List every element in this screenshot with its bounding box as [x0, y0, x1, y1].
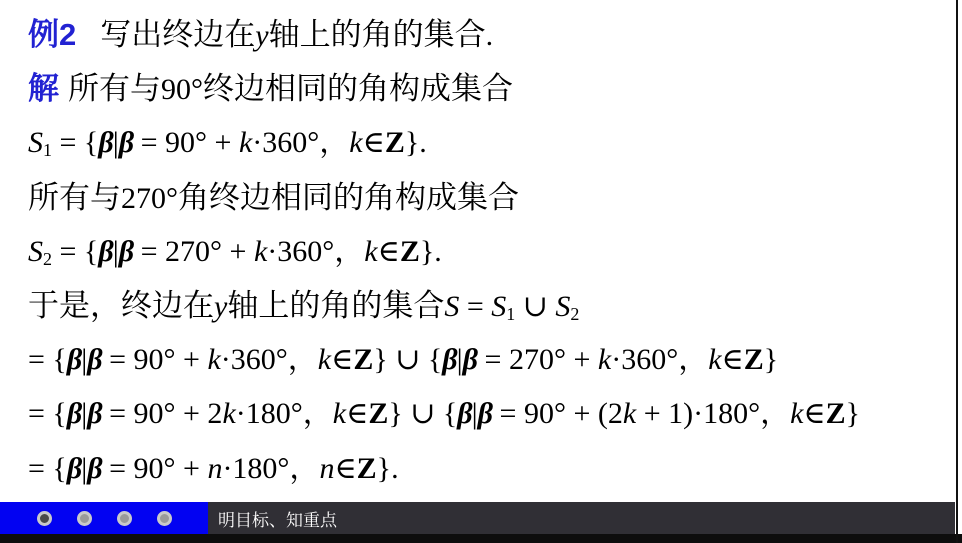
line-union-expansion-2	[28, 387, 958, 441]
text-segment: k	[238, 126, 253, 160]
text-segment: β	[442, 343, 457, 377]
text-segment: k	[364, 234, 378, 268]
text-segment: β	[66, 343, 82, 377]
text-segment: = {	[28, 397, 67, 431]
text-segment: 2	[570, 303, 580, 324]
text-segment: = 270° +	[133, 234, 254, 268]
nav-dots	[0, 502, 208, 534]
footer-dark-bar	[208, 502, 955, 534]
text-segment: |	[112, 126, 119, 160]
text-segment: ∈	[346, 397, 369, 431]
text-segment: β	[98, 234, 113, 268]
text-segment: = {	[52, 234, 99, 268]
text-segment: = 90° + (2	[492, 397, 623, 431]
text-segment: ∈	[331, 343, 354, 377]
text-segment: 270°	[121, 181, 178, 215]
text-segment: 1	[506, 303, 516, 324]
text-segment: y	[214, 289, 228, 323]
nav-dot[interactable]	[157, 511, 172, 526]
text-segment: = {	[28, 343, 67, 377]
text-segment: k	[222, 397, 236, 431]
right-edge-line	[956, 0, 958, 543]
line-final-result	[28, 442, 958, 496]
text-segment: ∈	[362, 126, 385, 160]
text-segment: k	[597, 343, 612, 377]
text-segment: 于是，终边在	[28, 287, 214, 323]
text-segment: k	[317, 343, 332, 377]
text-segment: k	[349, 126, 363, 160]
text-segment: = {	[52, 126, 99, 160]
text-segment: β	[87, 343, 102, 377]
text-segment: β	[462, 343, 478, 377]
text-segment: S	[444, 289, 460, 323]
text-segment: = 90° +	[101, 343, 208, 377]
text-segment: k	[332, 397, 347, 431]
text-segment: = {	[28, 451, 67, 485]
text-segment: β	[118, 234, 134, 268]
text-segment: ∈	[377, 234, 400, 268]
text-segment: k	[207, 343, 221, 377]
text-segment: 轴上的角的集合	[268, 17, 486, 52]
text-segment: = 90° + 2	[101, 397, 223, 431]
text-segment: β	[118, 126, 134, 160]
text-segment: k	[622, 397, 637, 431]
text-segment: β	[457, 397, 472, 431]
text-segment: 终边相同的角构成集合	[203, 71, 513, 107]
text-segment: |	[456, 343, 463, 377]
bottom-strip	[0, 534, 962, 543]
text-segment: =	[459, 289, 492, 323]
text-segment: 写出终边在	[100, 17, 256, 52]
text-segment: ·360°，	[611, 343, 709, 377]
line-s2-definition	[28, 225, 958, 279]
text-segment: Z	[384, 126, 405, 160]
footer-bar	[0, 502, 955, 534]
text-segment: β	[66, 397, 82, 431]
text-segment: }.	[419, 234, 442, 268]
text-segment: Z	[399, 234, 420, 268]
line-solution-heading	[28, 62, 958, 116]
text-segment: }	[845, 397, 861, 431]
text-segment: y	[255, 19, 269, 52]
text-segment: 角终边相同的角构成集合	[178, 179, 519, 215]
line-s1-definition	[28, 116, 958, 170]
text-segment: |	[81, 397, 88, 431]
nav-dot[interactable]	[77, 511, 92, 526]
line-union-expansion-1	[28, 333, 958, 387]
text-segment: .	[485, 19, 494, 52]
text-segment: β	[98, 126, 113, 160]
text-segment: ∈	[334, 451, 357, 485]
text-segment: 所有与	[28, 179, 121, 215]
text-segment: 90°	[161, 73, 203, 107]
text-segment: S	[491, 289, 507, 323]
text-segment: ·180°，	[235, 397, 333, 431]
text-segment: = 270° +	[477, 343, 598, 377]
text-segment: S	[555, 289, 571, 323]
text-segment: Z	[356, 451, 377, 485]
text-segment: β	[66, 451, 82, 485]
text-segment: 2	[43, 248, 52, 269]
slide-lines	[28, 8, 958, 496]
text-segment: }	[763, 343, 779, 377]
text-segment: Z	[368, 397, 389, 431]
text-segment: } ∪ {	[388, 397, 458, 431]
text-segment: ∈	[721, 343, 744, 377]
text-segment: ·180°，	[222, 451, 320, 485]
text-segment: 1	[43, 140, 52, 161]
text-segment: } ∪ {	[373, 343, 443, 377]
footer-label: 明目标、知重点	[218, 510, 337, 530]
text-segment: S	[28, 234, 43, 268]
text-segment: ·360°，	[267, 234, 365, 268]
text-segment: |	[81, 343, 88, 377]
text-segment: 解	[28, 71, 59, 107]
text-segment: Z	[825, 397, 846, 431]
text-segment: |	[81, 451, 88, 485]
text-segment: }.	[404, 126, 427, 160]
text-segment: β	[87, 451, 102, 485]
text-segment: |	[471, 397, 478, 431]
text-segment: 例2	[28, 17, 77, 52]
text-segment: k	[253, 234, 268, 268]
line-270-text	[28, 171, 958, 225]
text-segment: n	[319, 451, 335, 485]
text-segment: 轴上的角的集合	[227, 287, 445, 323]
nav-dot[interactable]	[117, 511, 132, 526]
line-union-statement	[28, 279, 958, 333]
text-segment: + 1)·180°，	[636, 397, 791, 431]
text-segment: S	[28, 126, 43, 160]
nav-dot[interactable]	[37, 511, 52, 526]
text-segment: = 90° +	[101, 451, 208, 485]
text-segment: = 90° +	[133, 126, 239, 160]
text-segment: β	[87, 397, 102, 431]
text-segment: Z	[353, 343, 374, 377]
text-segment: k	[790, 397, 804, 431]
text-segment: k	[708, 343, 722, 377]
line-example-heading	[28, 8, 958, 62]
text-segment: n	[207, 451, 223, 485]
text-segment: ∈	[803, 397, 826, 431]
text-segment: 所有与	[68, 71, 161, 107]
text-segment: |	[112, 234, 119, 268]
text-segment: ·360°，	[220, 343, 318, 377]
text-segment: β	[477, 397, 493, 431]
text-segment: ∪	[515, 289, 556, 323]
text-segment: }.	[376, 451, 399, 485]
text-segment: Z	[743, 343, 764, 377]
text-segment: ·360°，	[252, 126, 350, 160]
